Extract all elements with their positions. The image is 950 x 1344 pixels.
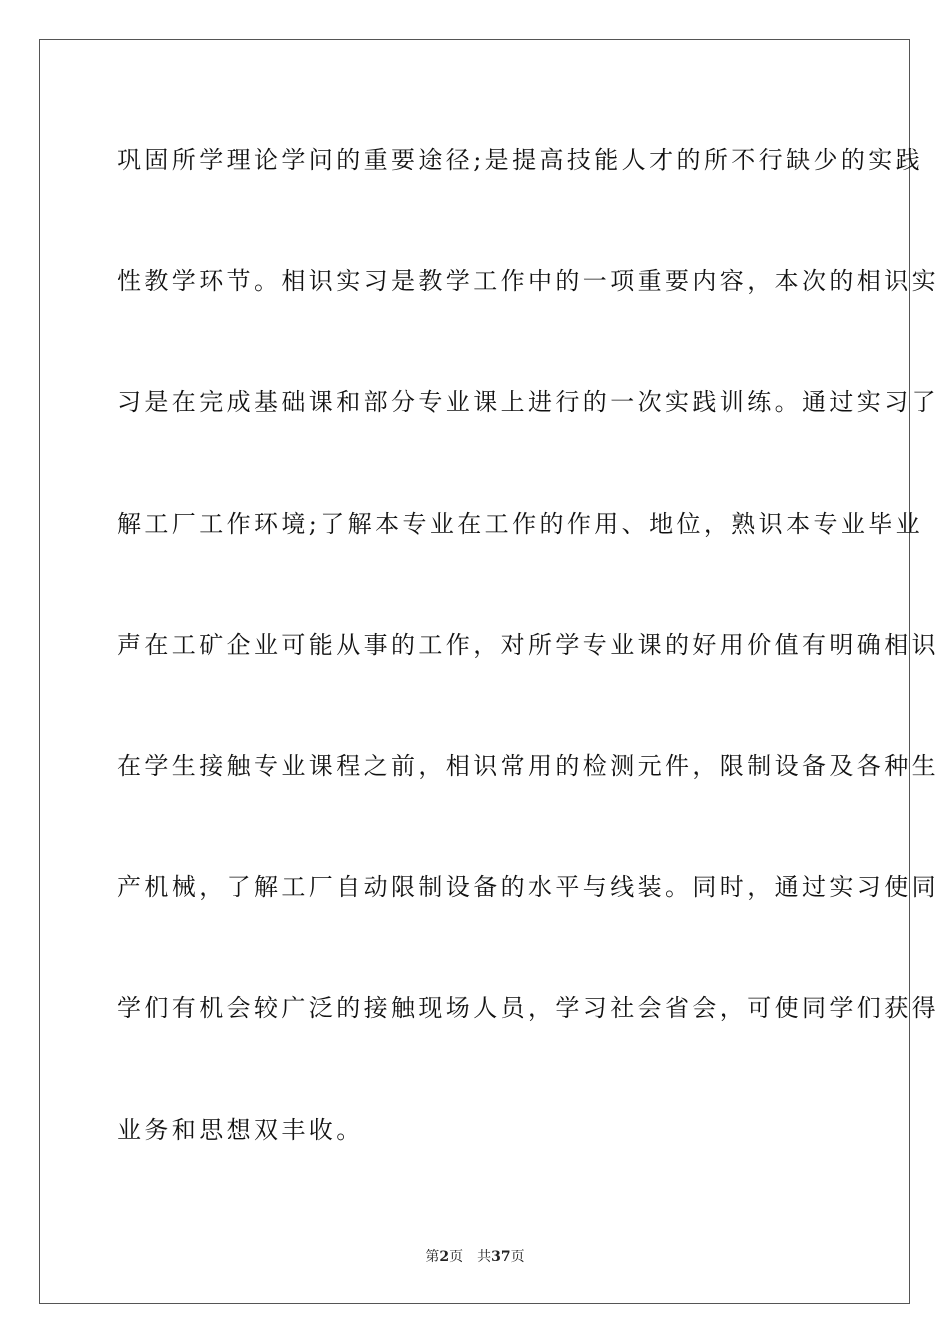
total-pages: 37 [491,1249,511,1265]
text-line: 产机械，了解工厂自动限制设备的水平与线装。同时，通过实习使同 [117,873,939,902]
text-line: 声在工矿企业可能从事的工作，对所学专业课的好用价值有明确相识 [117,630,939,659]
total-prefix: 共 [477,1249,492,1265]
page-prefix: 第 [425,1249,440,1265]
text-line: 巩固所学理论学问的重要途径;是提高技能人才的所不行缺少的实践 [117,146,924,174]
text-line: 学们有机会较广泛的接触现场人员，学习社会省会，可使同学们获得 [117,994,939,1023]
body-text [117,130,939,1221]
page-suffix: 页 [449,1249,464,1265]
text-line: 习是在完成基础课和部分专业课上进行的一次实践训练。通过实习了 [117,388,939,417]
text-line: 在学生接触专业课程之前，相识常用的检测元件，限制设备及各种生 [117,751,939,780]
text-line: 解工厂工作环境;了解本专业在工作的作用、地位，熟识本专业毕业 [117,509,924,538]
text-line: 性教学环节。相识实习是教学工作中的一项重要内容，本次的相识实 [117,267,939,296]
page-footer [0,1248,950,1266]
total-suffix: 页 [510,1249,525,1265]
page-number: 2 [439,1249,450,1265]
text-line: 业务和思想双丰收。 [117,1115,364,1144]
